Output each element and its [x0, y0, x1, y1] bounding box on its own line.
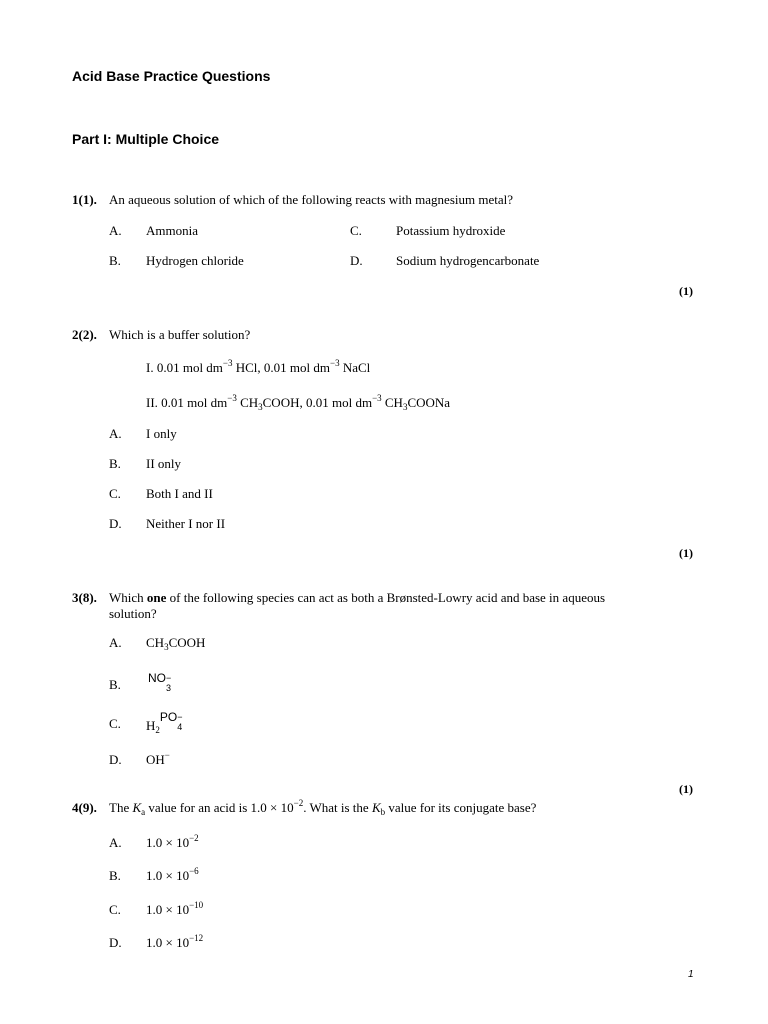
q2-option-c-text: Both I and II	[146, 486, 213, 501]
question-2-number: 2(2).	[72, 327, 97, 342]
q1-option-d-text: Sodium hydrogencarbonate	[396, 253, 540, 268]
question-3-text: Which one of the following species can act as both a Brønsted-Lowry acid and base in aqueous	[109, 590, 606, 605]
q4-option-a-letter: A.	[109, 835, 122, 850]
page-number: 1	[688, 969, 694, 980]
q1-option-b-text: Hydrogen chloride	[146, 253, 244, 268]
q1-option-a-text: Ammonia	[146, 223, 198, 238]
q2-option-a-text: I only	[146, 426, 177, 441]
q3-option-d-formula: OH−	[146, 750, 170, 767]
question-3-number: 3(8).	[72, 590, 97, 605]
q1-option-d-letter: D.	[350, 253, 363, 268]
q3-option-d-letter: D.	[109, 752, 122, 767]
q2-option-c-letter: C.	[109, 486, 121, 501]
question-4-text: The $K_a$ value for an acid is $1.0 \times 10^{-2}$. What is the $K_b$ value for its conjugate base?	[109, 798, 537, 817]
q4-option-a-value: $1.0 \times 10^{-2}$	[146, 833, 199, 850]
q2-option-a-letter: A.	[109, 426, 122, 441]
q1-option-c-letter: C.	[350, 223, 362, 238]
q4-option-d-value: $1.0 \times 10^{-12}$	[146, 933, 204, 950]
q1-option-b-letter: B.	[109, 253, 121, 268]
q3-marks: (1)	[679, 782, 693, 796]
q3-option-b-letter: B.	[109, 677, 121, 692]
part-heading: Part I: Multiple Choice	[72, 131, 220, 147]
question-2-text: Which is a buffer solution?	[109, 327, 251, 342]
q1-marks: (1)	[679, 284, 693, 298]
question-1-number: 1(1).	[72, 192, 97, 207]
q2-option-d-text: Neither I nor II	[146, 516, 226, 531]
question-1-text: An aqueous solution of which of the following reacts with magnesium metal?	[109, 192, 513, 207]
q4-option-c-letter: C.	[109, 902, 121, 917]
q3-option-c-letter: C.	[109, 716, 121, 731]
question-4-number: 4(9).	[72, 800, 97, 815]
q2-option-b-text: II only	[146, 456, 182, 471]
q3-option-a-letter: A.	[109, 635, 122, 650]
q4-option-b-letter: B.	[109, 868, 121, 883]
question-3-text-line2: solution?	[109, 606, 157, 621]
q3-option-a-formula: $CH_3COOH$	[146, 635, 206, 652]
q1-option-a-letter: A.	[109, 223, 122, 238]
q3-option-b-formula: NO − 3	[148, 671, 172, 693]
q2-option-d-letter: D.	[109, 516, 122, 531]
document-title: Acid Base Practice Questions	[72, 68, 271, 84]
q2-statement-i: I. 0.01 mol $dm^{-3}$ HCl, 0.01 mol $dm^{-3}$ NaCl	[146, 358, 371, 375]
q4-option-c-value: $1.0 \times 10^{-10}$	[146, 900, 204, 917]
q3-option-c-formula: $H_2PO$ − 4	[146, 710, 183, 735]
q2-option-b-letter: B.	[109, 456, 121, 471]
q2-statement-ii: II. 0.01 mol $dm^{-3}$ $CH_3COOH$, 0.01 mol $dm^{-3}$ $CH_3COONa$	[146, 393, 451, 412]
q2-marks: (1)	[679, 546, 693, 560]
q1-option-c-text: Potassium hydroxide	[396, 223, 506, 238]
q4-option-b-value: $1.0 \times 10^{-6}$	[146, 866, 199, 883]
q4-option-d-letter: D.	[109, 935, 122, 950]
